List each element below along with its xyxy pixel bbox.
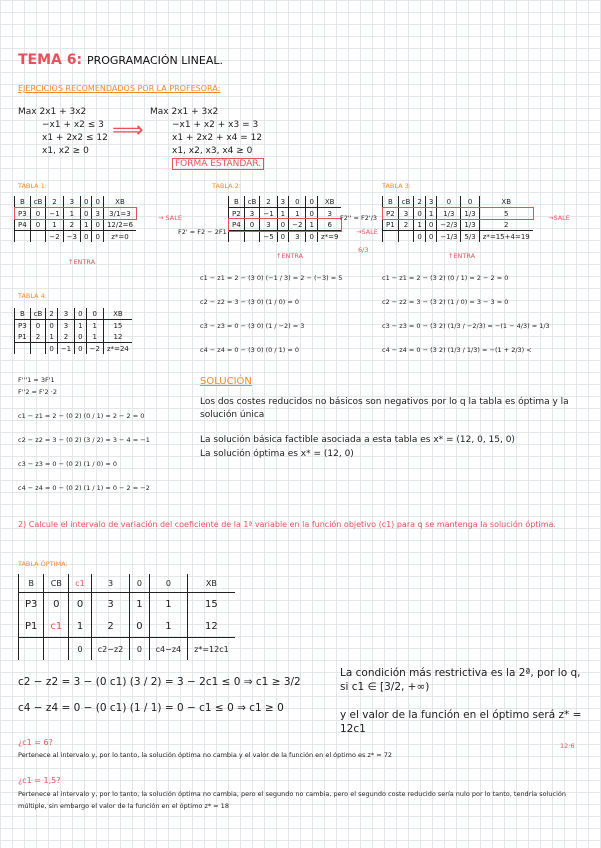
- solucion-title: SOLUCIÓN: [200, 376, 252, 387]
- tabla1-sale: → SALE: [158, 214, 182, 222]
- solucion-p3: La solución óptima es x* = (12, 0): [200, 449, 354, 459]
- tabla4-formulas: [18, 374, 57, 398]
- reduced-cost-line: c2 − z2 = 3 − (3 2) (1 / 0) = 3 − 3 = 0: [382, 298, 509, 306]
- tabla3-sale: →SALE: [548, 214, 570, 222]
- subtitle-text: PROGRAMACIÓN LINEAL.: [86, 54, 223, 67]
- tabla1: B cB 2 3 0 0 XB P3 0 −1 1 0 3 3/1=3 P4 0 1 2 1 0 12/2=6 −2 −3 0 0 z*=0: [14, 196, 136, 242]
- superscript-note: 12·6: [560, 742, 575, 750]
- problem-line: Max 2x1 + 3x2: [18, 107, 87, 117]
- std-line: x1 + 2x2 + x4 = 12: [172, 133, 263, 143]
- part2-question: 2) Calcule el intervalo de variación del coeficiente de la 1ª variable en la función objetivo (c1) para q se mantenga la solución óptima.: [18, 520, 556, 529]
- problem-standard: [150, 106, 264, 171]
- answer-c1-15: Pertenece al intervalo y, por lo tanto, la solución óptima no cambia, pero el segundo no cambia, pero el segundo coste reducido sería nulo por lo tanto, tendría solución múltiple, sin embargo el valor de la función en el óptimo z* = 18: [18, 790, 566, 810]
- reduced-cost-line: c1 − z1 = 2 − (3 0) (−1 / 3) = 2 − (−3) = 5: [200, 274, 343, 282]
- title-text: TEMA 6:: [18, 52, 83, 68]
- std-line: Max 2x1 + 3x2: [150, 107, 219, 117]
- problem-line: x1 + 2x2 ≤ 12: [42, 133, 108, 143]
- tabla1-label: TABLA 1:: [18, 182, 47, 190]
- optimo-text: y el valor de la función en el óptimo será z* = 12c1: [340, 709, 582, 735]
- tabla2-label: TABLA 2:: [212, 182, 241, 190]
- reduced-cost-line: c3 − z3 = 0 − (3 0) (1 / −2) = 3: [200, 322, 305, 330]
- problem-line: x1, x2 ≥ 0: [42, 146, 89, 156]
- reduced-cost-line: c4 − z4 = 0 − (3 2) (1/3 / 1/3) = −(1 + 2/3) <: [382, 346, 532, 354]
- reduced-cost-line: c1 − z1 = 2 − (3 2) (0 / 1) = 2 − 2 = 0: [382, 274, 509, 282]
- std-line: −x1 + x2 + x3 = 3: [172, 120, 259, 130]
- tabla2-frac: 6/3: [358, 246, 369, 254]
- problem-original: [18, 106, 108, 158]
- tabla4-label: TABLA 4:: [18, 292, 47, 300]
- reduced-cost-line: c2 − z2 = 3 − (0 2) (3 / 2) = 3 − 4 = −1: [18, 436, 150, 444]
- page-title: [18, 52, 223, 68]
- tabla-optima: B CB c1 3 0 0 XB P3 0 0 3 1 1 15 P1 c1 1 2 0 1 12 0 c2−z2 0 c4−z4 z*=12c1: [18, 574, 235, 660]
- question-c1-15: ¿c1 = 1,5?: [18, 776, 61, 785]
- tabla3: B cB 2 3 0 0 XB P2 3 0 1 1/3 1/3 5 P1 2 1 0 −2/3 1/3 2 0 0 −1/3 5/3 z*=15+4=19: [382, 196, 533, 242]
- tabla2-formula: F2' = F2 − 2F1: [178, 228, 227, 236]
- formula-line: F'''1 = 3F'1: [18, 376, 55, 384]
- question-c1-6: ¿c1 = 6?: [18, 738, 53, 747]
- tabla-optima-label: TABLA ÓPTIMA:: [18, 560, 68, 568]
- tabla3-entra: ↑ENTRA: [448, 252, 476, 260]
- reduced-costs-tabla3: [382, 266, 550, 362]
- reduced-cost-line: c3 − z3 = 0 − (3 2) (1/3 / −2/3) = −(1 − 4/3) = 1/3: [382, 322, 550, 330]
- tabla2-entra: ↑ENTRA: [276, 252, 304, 260]
- formula-line: F''2 = F'2 ·2: [18, 388, 57, 396]
- reduced-cost-line: c3 − z3 = 0 − (0 2) (1 / 0) = 0: [18, 460, 117, 468]
- tabla4: B cB 2 3 0 0 XB P3 0 0 3 1 1 15 P1 2 1 2 0 1 12 0 −1 0 −2 z*=24: [14, 308, 132, 354]
- reduced-cost-line: c4 − z4 = 0 − (3 0) (0 / 1) = 0: [200, 346, 299, 354]
- std-line: x1, x2, x3, x4 ≥ 0: [172, 146, 253, 156]
- tabla3-label: TABLA 3:: [382, 182, 411, 190]
- condition-text: La condición más restrictiva es la 2ª, por lo q, si c1 ∈ [3/2, +∞): [340, 667, 581, 693]
- reduced-costs-tabla4: [18, 404, 150, 500]
- eq-c4: c4 − z4 = 0 − (0 c1) (1 / 1) = 0 − c1 ≤ 0 ⇒ c1 ≥ 0: [18, 702, 284, 714]
- tabla2-formula2: F2'' = F2'/3: [340, 214, 378, 222]
- transform-arrow-icon: ⟹: [112, 118, 144, 143]
- solucion-p1: Los dos costes reducidos no básicos son negativos por lo q la tabla es óptima y la solución única: [200, 397, 569, 420]
- standard-form-label: FORMA ESTANDAR.: [172, 158, 264, 170]
- tabla2: B cB 2 3 0 0 XB P2 3 −1 1 1 0 3 P4 0 3 0 −2 1 6 −5 0 3 0 z*=9: [228, 196, 341, 242]
- reduced-cost-line: c4 − z4 = 0 − (0 2) (1 / 1) = 0 − 2 = −2: [18, 484, 150, 492]
- tabla1-entra: ↑ENTRA: [68, 258, 96, 266]
- exercise-heading: EJERCICIOS RECOMENDADOS POR LA PROFESORA:: [18, 84, 221, 93]
- answer-c1-6: Pertenece al intervalo y, por lo tanto, la solución óptima no cambia y el valor de la función en el óptimo es z* = 72: [18, 751, 392, 759]
- reduced-cost-line: c1 − z1 = 2 − (0 2) (0 / 1) = 2 − 2 = 0: [18, 412, 145, 420]
- problem-line: −x1 + x2 ≤ 3: [42, 120, 104, 130]
- tabla2-sale: →SALE: [356, 228, 378, 236]
- reduced-cost-line: c2 − z2 = 3 − (3 0) (1 / 0) = 0: [200, 298, 299, 306]
- reduced-costs-tabla2: [200, 266, 342, 362]
- solucion-p2: La solución básica factible asociada a esta tabla es x* = (12, 0, 15, 0): [200, 435, 515, 445]
- eq-c2: c2 − z2 = 3 − (0 c1) (3 / 2) = 3 − 2c1 ≤ 0 ⇒ c1 ≥ 3/2: [18, 676, 301, 688]
